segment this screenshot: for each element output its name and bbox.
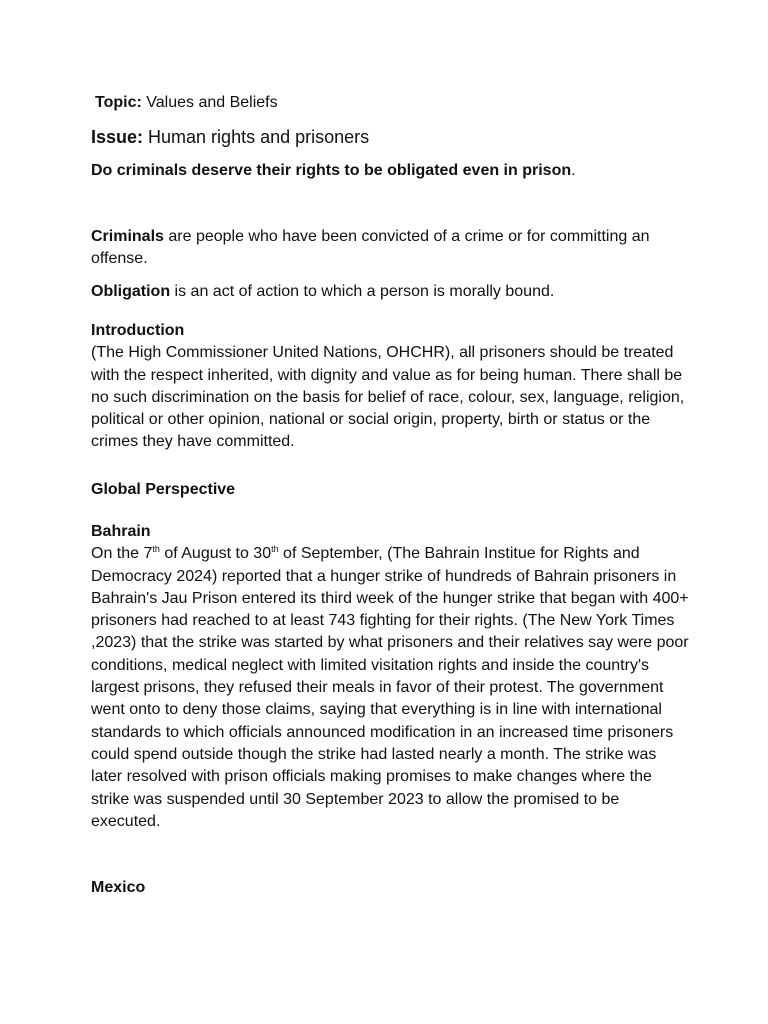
global-perspective-heading [91, 479, 691, 501]
bahrain-text-part2: of August to 30 [159, 545, 272, 563]
bahrain-section [91, 521, 691, 833]
topic-value: Values and Beliefs [141, 94, 278, 111]
introduction-heading: Introduction [91, 322, 185, 339]
question-text: Do criminals deserve their rights to be obligated even in prison [91, 162, 572, 179]
introduction-section [91, 320, 691, 454]
topic-line [95, 93, 695, 113]
definition-criminals [91, 226, 691, 271]
criminals-term: Criminals [91, 228, 164, 245]
bahrain-ordinal-2: th [271, 544, 279, 555]
issue-value: Human rights and prisoners [143, 127, 370, 147]
definition-obligation [91, 281, 691, 303]
bahrain-text-part1: On the 7 [91, 545, 153, 563]
mexico-title: Mexico [91, 879, 146, 896]
introduction-text: (The High Commissioner United Nations, OHCHR), all prisoners should be treated with the respect inherited, with dignity and value as for being human. There shall be no such discrimination on the basis for belief of race, colour, sex, language, religion, political or other opinion, national or social origin, property, birth or status or the crimes they have committed. [91, 344, 685, 451]
obligation-term: Obligation [91, 283, 171, 300]
mexico-heading [91, 877, 691, 899]
criminals-definition: are people who have been convicted of a crime or for committing an offense. [91, 228, 650, 268]
bahrain-text-part3: of September, (The Bahrain Institue for Rights and Democracy 2024) reported that a hunger strike of hundreds of Bahrain prisoners in Bahrain's Jau Prison entered its third week of the hunger strike that began with 400+ prisoners had reached to at least 743 fighting for their rights. (The New York Times ,2023) that the strike was started by what prisoners and their relatives say were poor conditions, medical neglect with limited visitation rights and inside the country's largest prisons, they refused their meals in favor of their protest. The government went onto to deny those claims, saying that everything is in line with international standards to which officials announced modification in an increased time prisoners could spend outside though the strike had lasted nearly a month. The strike was later resolved with prison officials making promises to make changes where the strike was suspended until 30 September 2023 to allow the promised to be executed. [91, 545, 689, 830]
issue-label: Issue: [91, 127, 144, 147]
question-period: . [571, 162, 576, 179]
bahrain-text [91, 543, 691, 833]
issue-line [91, 126, 691, 148]
bahrain-heading: Bahrain [91, 523, 151, 540]
topic-label: Topic: [95, 94, 142, 111]
bahrain-ordinal-1: th [152, 544, 160, 555]
global-perspective-title: Global Perspective [91, 481, 236, 498]
obligation-definition: is an act of action to which a person is morally bound. [170, 283, 555, 300]
guiding-question [91, 161, 691, 181]
